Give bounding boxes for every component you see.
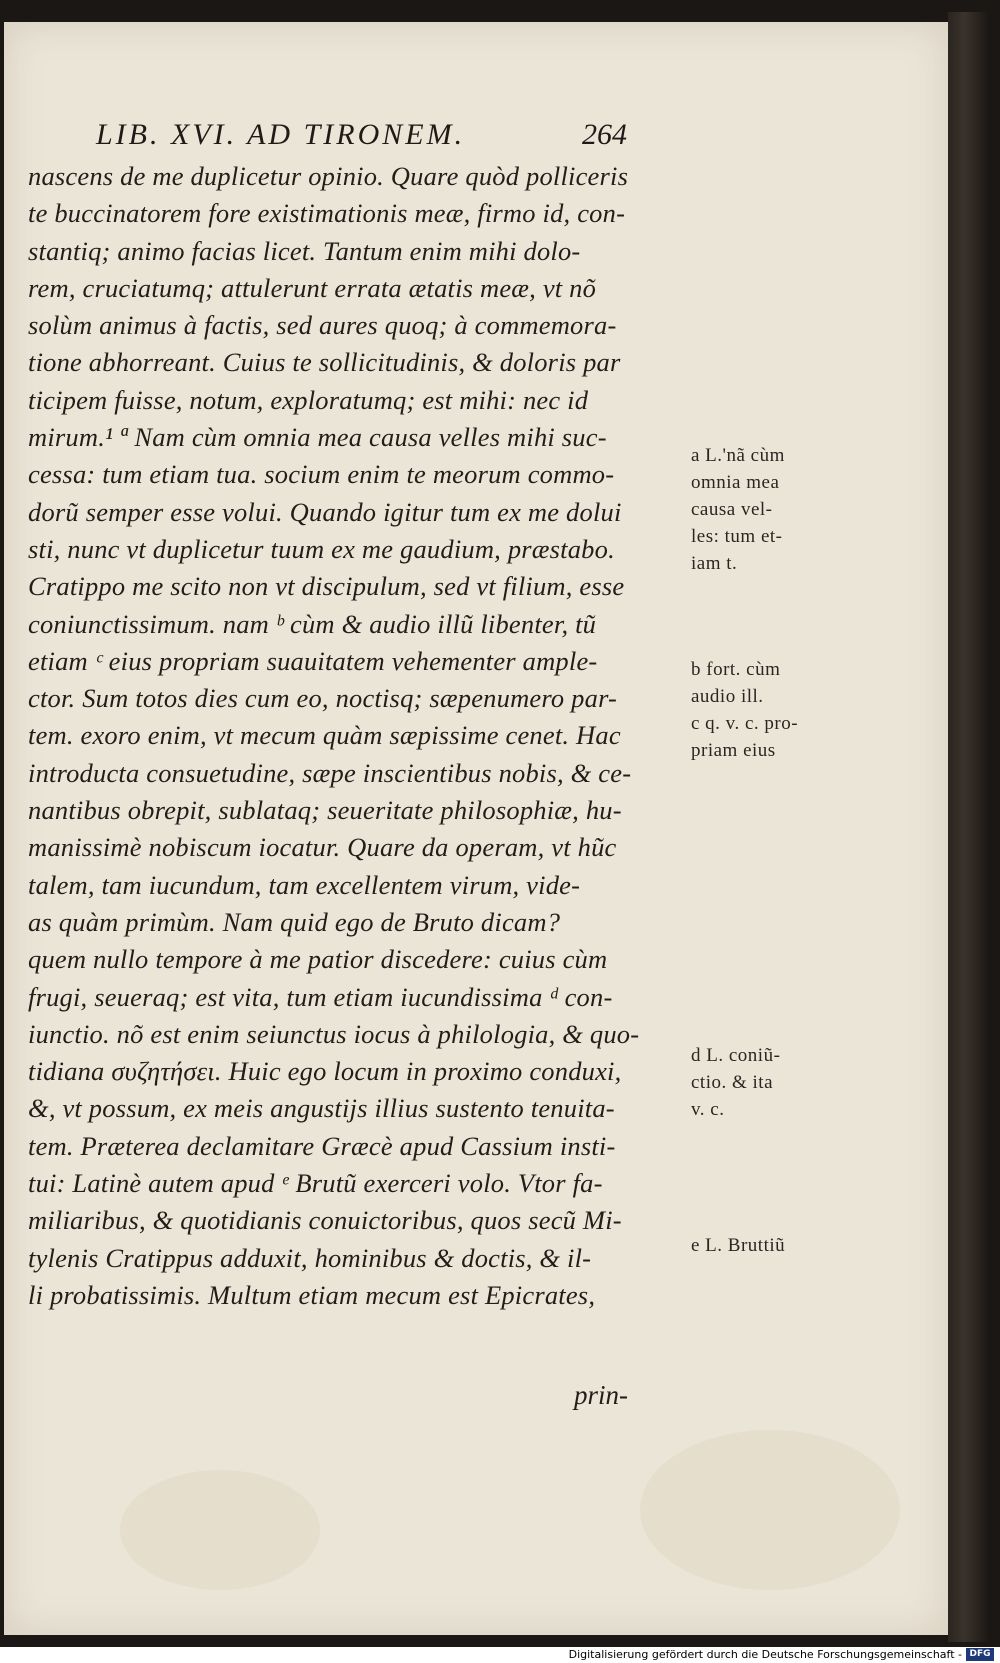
marginal-note-b	[691, 656, 831, 764]
note-line: d L. coniũ-	[691, 1045, 781, 1066]
text-line: miliaribus, & quotidianis conuictoribus, quos secũ Mi-	[28, 1205, 622, 1236]
text-line: &, vt possum, ex meis angustijs illius sustento tenuita-	[28, 1093, 615, 1124]
text-line: sti, nunc vt duplicetur tuum ex me gaudium, præstabo.	[28, 533, 615, 564]
main-text-block	[28, 158, 688, 1314]
text-line: tione abhorreant. Cuius te sollicitudinis, & doloris par	[28, 347, 621, 378]
marginal-note-a	[691, 442, 831, 577]
text-line: as quàm primùm. Nam quid ego de Bruto dicam?	[28, 906, 561, 937]
note-line: v. c.	[691, 1099, 725, 1120]
note-line: a L.'nã cùm	[691, 445, 785, 466]
text-line: introducta consuetudine, sæpe inscientibus nobis, & ce-	[28, 757, 632, 788]
note-line: c q. v. c. pro-	[691, 713, 799, 734]
text-line: tem. Præterea declamitare Græcè apud Cassium insti-	[28, 1130, 616, 1161]
text-line: solùm animus à factis, sed aures quoq; à commemora-	[28, 310, 617, 341]
paper-stain	[640, 1430, 900, 1590]
running-title: LIB. XVI. AD TIRONEM.	[96, 118, 466, 151]
text-line: tem. exoro enim, vt mecum quàm sæpissime cenet. Hac	[28, 720, 621, 751]
text-line: Cratippo me scito non vt discipulum, sed vt filium, esse	[28, 571, 625, 602]
note-line: e L. Bruttiũ	[691, 1235, 786, 1256]
text-line: te buccinatorem fore existimationis meæ, firmo id, con-	[28, 198, 626, 229]
text-line: cessa: tum etiam tua. socium enim te meorum commo-	[28, 459, 615, 490]
note-line: omnia mea	[691, 472, 780, 493]
note-line: iam t.	[691, 553, 738, 574]
funding-credit: Digitalisierung gefördert durch die Deutsche Forschungsgemeinschaft -	[568, 1648, 962, 1661]
text-line: rem, cruciatumq; attulerunt errata ætatis meæ, vt nõ	[28, 272, 597, 303]
note-line: audio ill.	[691, 686, 764, 707]
text-line: coniunctissimum. nam ᵇ cùm & audio illũ libenter, tũ	[28, 608, 597, 639]
text-line: manissimè nobiscum iocatur. Quare da operam, vt hũc	[28, 832, 617, 863]
text-line: stantiq; animo facias licet. Tantum enim mihi dolo-	[28, 235, 581, 266]
marginal-note-d	[691, 1042, 831, 1123]
note-line: priam eius	[691, 740, 776, 761]
catchword: prin-	[574, 1380, 628, 1410]
text-line: mirum.¹ ª Nam cùm omnia mea causa velles mihi suc-	[28, 422, 607, 453]
dfg-logo: DFG	[966, 1648, 994, 1661]
text-line: tylenis Cratippus adduxit, hominibus & doctis, & il-	[28, 1242, 592, 1273]
note-line: causa vel-	[691, 499, 773, 520]
text-line: etiam ᶜ eius propriam suauitatem vehementer ample-	[28, 645, 598, 676]
page-number: 264	[582, 118, 627, 151]
text-line: frugi, seueraq; est vita, tum etiam iucundissima ᵈ con-	[28, 981, 613, 1012]
text-line: ctor. Sum totos dies cum eo, noctisq; sæpenumero par-	[28, 683, 618, 714]
note-line: ctio. & ita	[691, 1072, 774, 1093]
text-line: nascens de me duplicetur opinio. Quare quòd polliceris	[28, 161, 629, 191]
text-line: li probatissimis. Multum etiam mecum est Epicrates,	[28, 1279, 596, 1310]
text-line: tidiana συζητήσει. Huic ego locum in proximo conduxi,	[28, 1056, 622, 1087]
text-line: talem, tam iucundum, tam excellentem virum, vide-	[28, 869, 581, 900]
book-spine-edge	[948, 12, 988, 1642]
text-line: dorũ semper esse volui. Quando igitur tum ex me dolui	[28, 496, 622, 527]
text-line: tui: Latinè autem apud ᵉ Brutũ exerceri volo. Vtor fa-	[28, 1168, 603, 1199]
text-line: quem nullo tempore à me patior discedere: cuius cùm	[28, 944, 608, 975]
text-line: ticipem fuisse, notum, exploratumq; est mihi: nec id	[28, 384, 589, 415]
note-line: b fort. cùm	[691, 659, 781, 680]
text-line: nantibus obrepit, sublataq; seueritate philosophiæ, hu-	[28, 795, 622, 826]
marginal-note-e	[691, 1232, 831, 1259]
note-line: les: tum et-	[691, 526, 783, 547]
text-line: iunctio. nõ est enim seiunctus iocus à philologia, & quo-	[28, 1018, 640, 1049]
paper-stain	[120, 1470, 320, 1590]
